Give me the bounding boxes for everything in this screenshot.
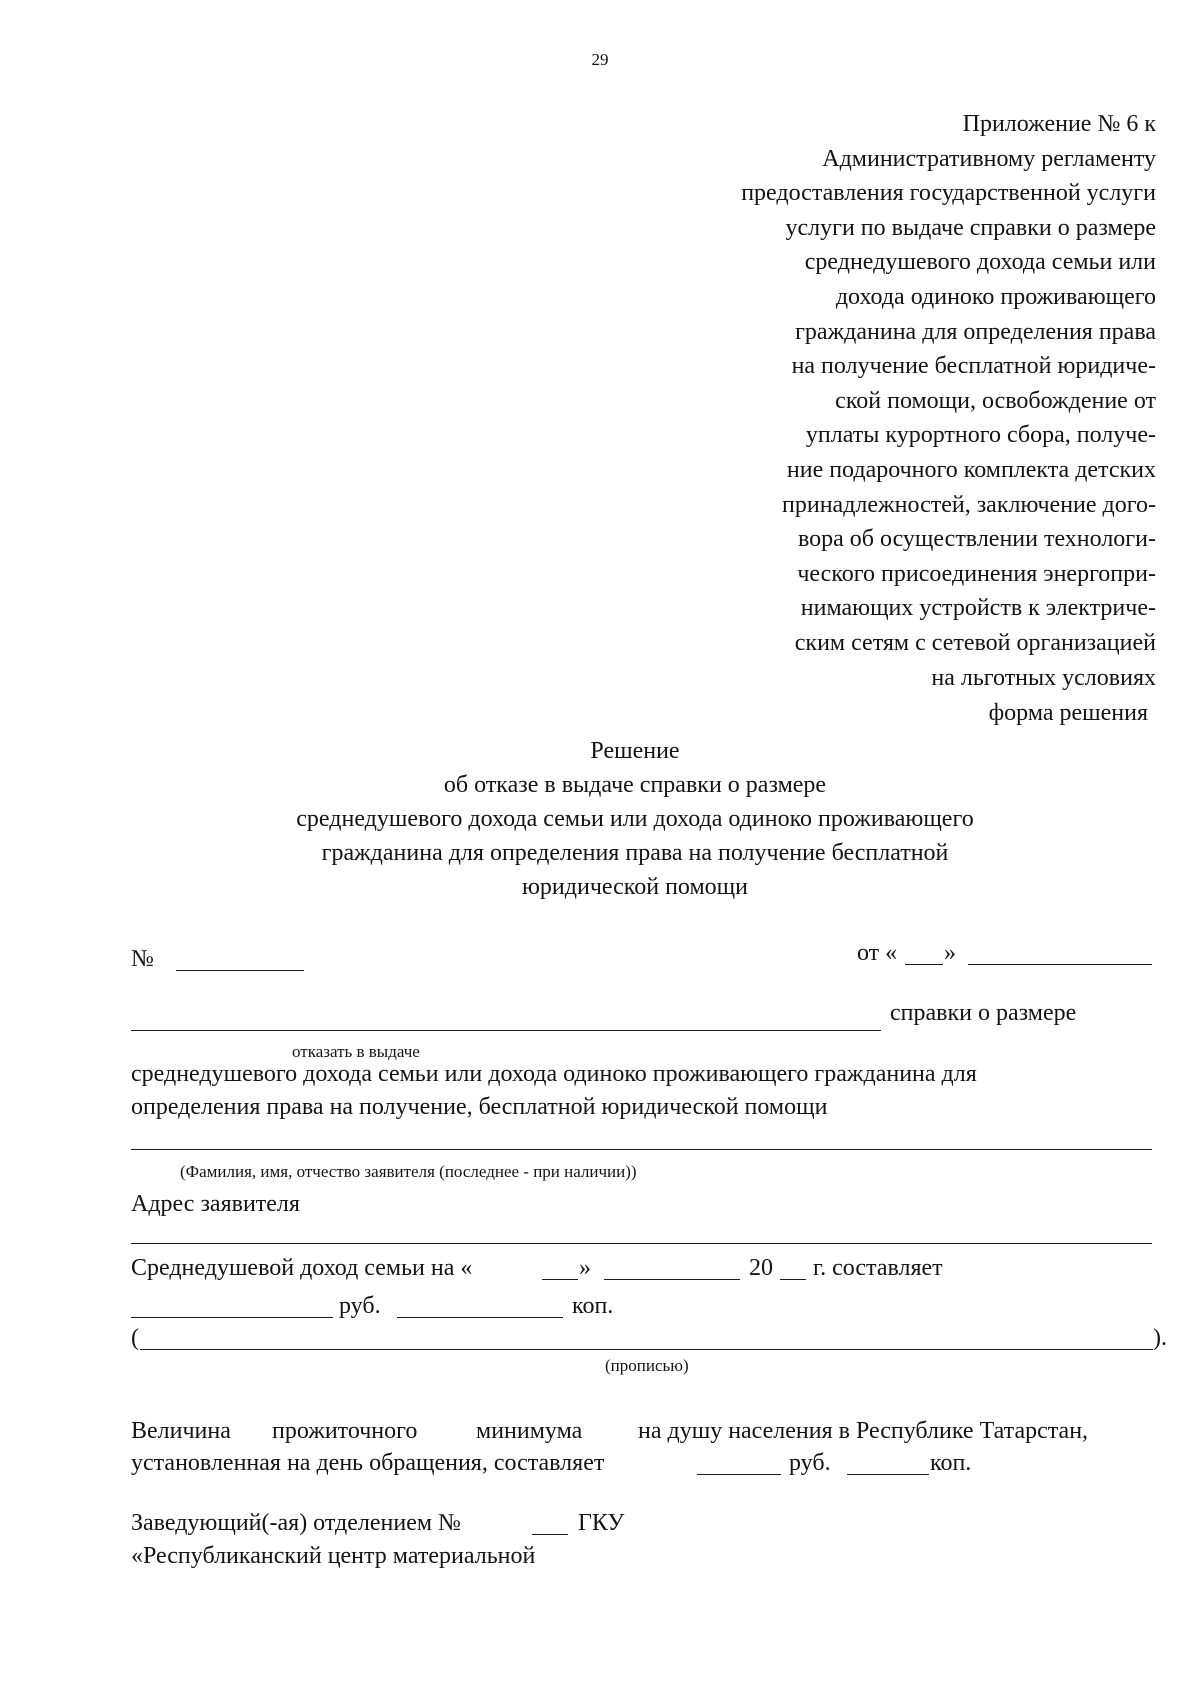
subsistence-rub-field[interactable] <box>697 1474 781 1475</box>
date-prefix: от « <box>857 940 898 966</box>
appendix-line: на льготных условиях <box>931 664 1156 691</box>
refusal-tail-text: справки о размере <box>890 1000 1077 1026</box>
applicant-address-label: Адрес заявителя <box>131 1191 300 1217</box>
income-in-words-field[interactable] <box>140 1349 1153 1350</box>
appendix-line: ской помощи, освобождение от <box>835 387 1156 414</box>
income-year-prefix: 20 <box>749 1255 773 1281</box>
appendix-line: вора об осуществлении технологи- <box>797 526 1156 553</box>
appendix-line: ческого присоединения энергопри- <box>797 560 1156 587</box>
date-month-year-field[interactable] <box>968 964 1152 965</box>
subsistence-kop-label: коп. <box>930 1450 972 1476</box>
appendix-line: принадлежностей, заключение дого- <box>782 491 1156 518</box>
income-rub-field[interactable] <box>131 1317 333 1318</box>
income-suffix: г. составляет <box>813 1255 943 1281</box>
income-quote-close: » <box>579 1255 591 1281</box>
income-year-field[interactable] <box>780 1279 806 1280</box>
appendix-line: среднедушевого дохода семьи или <box>804 249 1156 276</box>
date-day-field[interactable] <box>905 964 943 965</box>
appendix-line: гражданина для определения права <box>795 318 1156 345</box>
appendix-line: дохода одиноко проживающего <box>835 283 1156 310</box>
appendix-line: предоставления государственной услуги <box>741 180 1156 207</box>
appendix-line: Приложение № 6 к <box>962 111 1156 137</box>
subsistence-word: прожиточного <box>272 1418 418 1444</box>
appendix-line: на получение бесплатной юридиче- <box>791 353 1156 380</box>
income-month-field[interactable] <box>604 1279 740 1280</box>
subsistence-word: на душу населения в Республике Татарстан, <box>638 1418 1089 1444</box>
signatory-line1-prefix: Заведующий(-ая) отделением № <box>131 1510 461 1536</box>
appendix-line: услуги по выдаче справки о размере <box>785 214 1156 241</box>
signatory-line2: «Республиканский центр материальной <box>131 1543 536 1569</box>
date-quote-close: » <box>944 940 956 966</box>
page-number: 29 <box>591 50 609 69</box>
applicant-name-field[interactable] <box>131 1149 1152 1150</box>
income-paren-open: ( <box>131 1325 139 1351</box>
income-day-field[interactable] <box>542 1279 578 1280</box>
refusal-text-line: среднедушевого дохода семьи или дохода одиноко проживающего гражданина для <box>131 1061 977 1087</box>
title-line: об отказе в выдаче справки о размере <box>443 772 827 798</box>
subsistence-rub-label: руб. <box>789 1450 831 1476</box>
refusal-text-line: определения права на получение, бесплатной юридической помощи <box>131 1094 828 1120</box>
income-prefix: Среднедушевой доход семьи на « <box>131 1255 473 1281</box>
subsistence-word: минимума <box>476 1418 583 1444</box>
applicant-address-field[interactable] <box>131 1243 1152 1244</box>
title-heading: Решение <box>590 738 680 764</box>
title-line: юридической помощи <box>522 874 748 900</box>
appendix-line: уплаты курортного сбора, получе- <box>805 422 1156 449</box>
applicant-name-caption: (Фамилия, имя, отчество заявителя (последнее - при наличии)) <box>180 1162 637 1181</box>
income-rub-label: руб. <box>339 1293 381 1319</box>
number-sign: № <box>131 946 154 972</box>
in-words-caption: (прописью) <box>605 1356 689 1375</box>
refusal-caption: отказать в выдаче <box>292 1042 420 1061</box>
form-label: форма решения <box>988 700 1148 726</box>
appendix-line: ние подарочного комплекта детских <box>786 456 1156 483</box>
document-title <box>130 734 1140 904</box>
signatory-line1-suffix: ГКУ <box>578 1510 625 1536</box>
decision-number-field[interactable] <box>176 970 304 971</box>
subsistence-kop-field[interactable] <box>847 1474 929 1475</box>
refusal-recipient-field[interactable] <box>131 1030 881 1031</box>
title-line: гражданина для определения права на получение бесплатной <box>321 840 949 866</box>
appendix-line: ским сетям с сетевой организацией <box>794 629 1156 656</box>
department-number-field[interactable] <box>532 1534 568 1535</box>
subsistence-line2-prefix: установленная на день обращения, составляет <box>131 1450 605 1476</box>
subsistence-word: Величина <box>131 1418 231 1444</box>
appendix-line: нимающих устройств к электриче- <box>800 595 1156 622</box>
appendix-header <box>596 107 1156 695</box>
income-kop-field[interactable] <box>397 1317 563 1318</box>
income-kop-label: коп. <box>572 1293 614 1319</box>
title-line: среднедушевого дохода семьи или дохода одиноко проживающего <box>296 806 974 832</box>
income-paren-close: ). <box>1153 1325 1167 1351</box>
appendix-line: Административному регламенту <box>822 145 1156 172</box>
